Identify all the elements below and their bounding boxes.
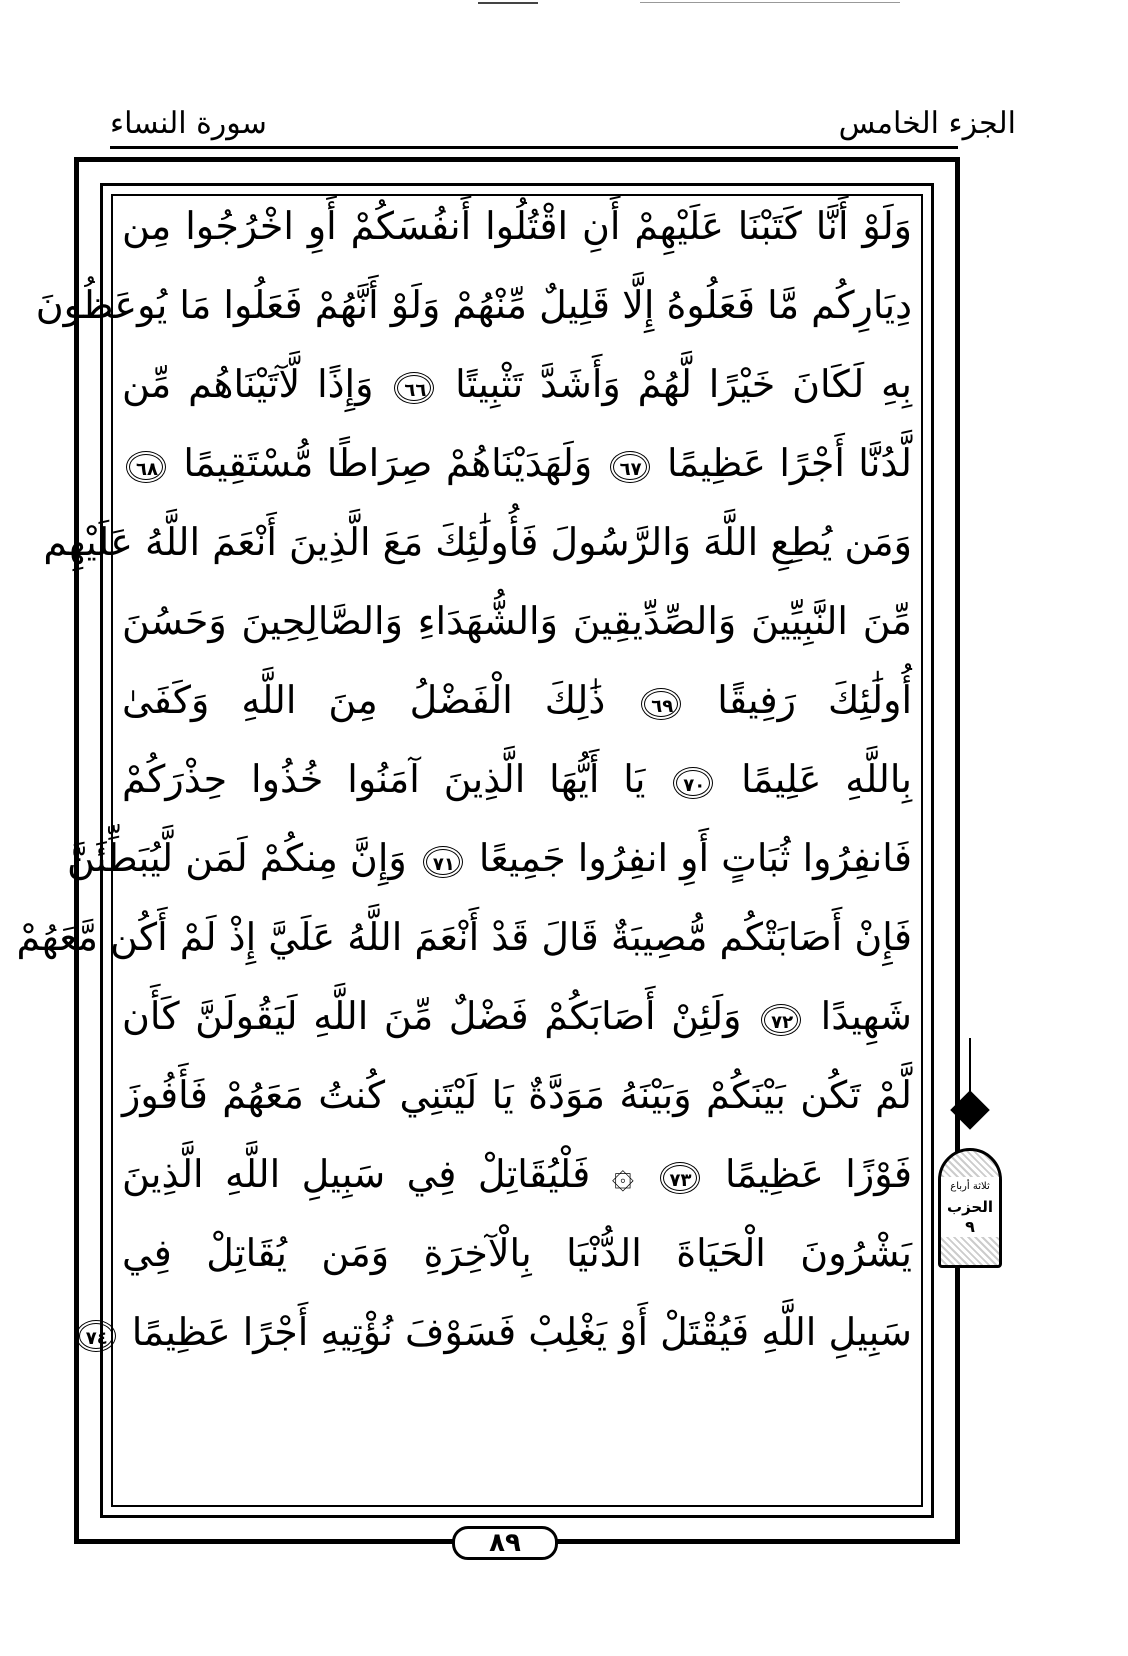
verse-line-5: وَمَن يُطِعِ اللَّهَ وَالرَّسُولَ فَأُولَٰئِكَ مَعَ الَّذِينَ أَنْعَمَ اللَّهُ عَلَيْهِم — [43, 520, 912, 564]
quran-text-block — [16, 204, 913, 1391]
verse-line-2: دِيَارِكُم مَّا فَعَلُوهُ إِلَّا قَلِيلٌ مِّنْهُمْ وَلَوْ أَنَّهُمْ فَعَلُوا مَا يُوعَظُونَ — [35, 283, 912, 327]
verse-line-7: أُولَٰئِكَ رَفِيقًا ٦٩ ذَٰلِكَ الْفَضْلُ مِنَ اللَّهِ وَكَفَىٰ — [122, 678, 913, 722]
ayah-number-marker: ٧١ — [423, 846, 463, 878]
hizb-marker-number: ٩ — [941, 1217, 999, 1237]
top-edge-line-center — [478, 2, 538, 4]
page-number-badge — [452, 1526, 558, 1560]
verse-line-3: بِهِ لَكَانَ خَيْرًا لَّهُمْ وَأَشَدَّ تَثْبِيتًا ٦٦ وَإِذًا لَّآتَيْنَاهُم مِّن — [122, 362, 912, 406]
page-number: ٨٩ — [489, 1528, 521, 1558]
verse-line-9: فَانفِرُوا ثُبَاتٍ أَوِ انفِرُوا جَمِيعًا ٧١ وَإِنَّ مِنكُمْ لَمَن لَّيُبَطِّئَنَّ — [67, 836, 912, 880]
ayah-number-marker: ٦٨ — [126, 451, 166, 483]
verse-line-11: شَهِيدًا ٧٢ وَلَئِنْ أَصَابَكُمْ فَضْلٌ مِّنَ اللَّهِ لَيَقُولَنَّ كَأَن — [122, 994, 913, 1038]
verse-line-12: لَّمْ تَكُن بَيْنَكُمْ وَبَيْنَهُ مَوَدَّةٌ يَا لَيْتَنِي كُنتُ مَعَهُمْ فَأَفُوزَ — [122, 1073, 912, 1117]
ayah-number-marker: ٧٠ — [673, 767, 713, 799]
verse-line-8: بِاللَّهِ عَلِيمًا ٧٠ يَا أَيُّهَا الَّذِينَ آمَنُوا خُذُوا حِذْرَكُمْ — [122, 757, 912, 801]
surah-title: سورة النساء — [110, 106, 267, 141]
verse-line-1: وَلَوْ أَنَّا كَتَبْنَا عَلَيْهِمْ أَنِ اقْتُلُوا أَنفُسَكُمْ أَوِ اخْرُجُوا مِن — [122, 204, 912, 248]
verse-line-15: سَبِيلِ اللَّهِ فَيُقْتَلْ أَوْ يَغْلِبْ فَسَوْفَ نُؤْتِيهِ أَجْرًا عَظِيمًا ٧٤ — [122, 1312, 912, 1352]
ayah-number-marker: ٦٩ — [641, 688, 681, 720]
ayah-number-marker: ٦٦ — [394, 372, 434, 404]
hizb-marker-label: الحزب — [941, 1197, 999, 1217]
juz-title: الجزء الخامس — [838, 106, 1016, 141]
verse-line-13: فَوْزًا عَظِيمًا ٧٣ ۞ فَلْيُقَاتِلْ فِي سَبِيلِ اللَّهِ الَّذِينَ — [122, 1152, 912, 1196]
verse-line-6: مِّنَ النَّبِيِّينَ وَالصِّدِّيقِينَ وَالشُّهَدَاءِ وَالصَّالِحِينَ وَحَسُنَ — [122, 599, 912, 643]
ayah-number-marker: ٧٤ — [76, 1320, 116, 1352]
verse-line-4: لَّدُنَّا أَجْرًا عَظِيمًا ٦٧ وَلَهَدَيْنَاهُمْ صِرَاطًا مُّسْتَقِيمًا ٦٨ — [122, 443, 912, 483]
verse-line-10: فَإِنْ أَصَابَتْكُم مُّصِيبَةٌ قَالَ قَدْ أَنْعَمَ اللَّهُ عَلَيَّ إِذْ لَمْ أَكُن مَّعَهُمْ — [16, 915, 912, 959]
ayah-number-marker: ٧٣ — [660, 1162, 700, 1194]
verse-line-14: يَشْرُونَ الْحَيَاةَ الدُّنْيَا بِالْآخِرَةِ وَمَن يُقَاتِلْ فِي — [122, 1231, 912, 1275]
top-edge-line-right — [640, 2, 900, 3]
ayah-number-marker: ٦٧ — [610, 451, 650, 483]
ayah-number-marker: ٧٢ — [761, 1004, 801, 1036]
hizb-marker — [938, 1148, 1002, 1268]
hizb-marker-stem — [969, 1038, 971, 1096]
header-divider — [110, 146, 958, 149]
hizb-marker-quarter: ثلاثة أرباع — [941, 1177, 999, 1197]
